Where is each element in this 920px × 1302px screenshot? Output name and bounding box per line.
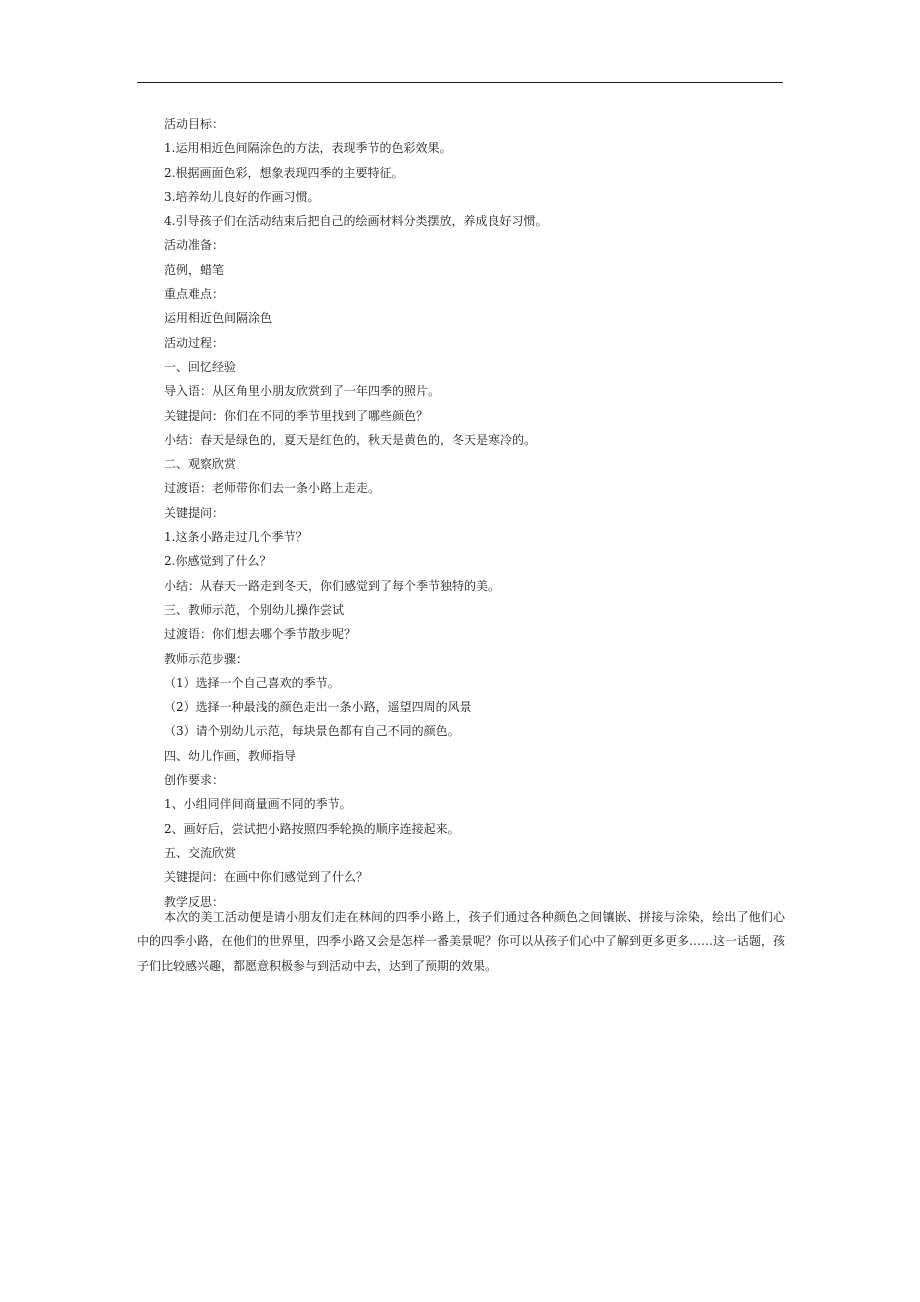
list-item: 1.这条小路走过几个季节？: [164, 530, 308, 545]
text-line: 关键提问：: [164, 505, 225, 520]
text-line: 过渡语：老师带你们去一条小路上走走。: [164, 481, 381, 496]
heading-activity-process: 活动过程：: [164, 335, 225, 350]
header-rule: [137, 82, 783, 83]
heading-activity-preparation: 活动准备：: [164, 238, 225, 253]
section-heading: 三、教师示范，个别幼儿操作尝试: [164, 602, 345, 617]
text-line: 关键提问：在画中你们感觉到了什么？: [164, 870, 369, 885]
section-heading: 五、交流欣赏: [164, 845, 237, 860]
goal-item: 3.培养幼儿良好的作画习惯。: [164, 189, 320, 204]
text-line: 关键提问：你们在不同的季节里找到了哪些颜色？: [164, 408, 429, 423]
reflection-paragraph: 本次的美工活动便是请小朋友们走在林间的四季小路上，孩子们通过各种颜色之间镶嵌、拼接与涂染，绘出了他们心中的四季小路，在他们的世界里，四季小路又会是怎样一番美景呢？你可以从孩子们心中了解到更多更多……这一话题，孩子们比较感兴趣，都愿意积极参与到活动中去，达到了预期的效果。: [137, 910, 786, 973]
text-line: 小结：从春天一路走到冬天，你们感觉到了每个季节独特的美。: [164, 578, 501, 593]
goal-item: 4.引导孩子们在活动结束后把自己的绘画材料分类摆放，养成良好习惯。: [164, 214, 548, 229]
goal-item: 2.根据画面色彩，想象表现四季的主要特征。: [164, 165, 404, 180]
section-heading: 二、观察欣赏: [164, 457, 237, 472]
text-line: 过渡语：你们想去哪个季节散步呢？: [164, 627, 357, 642]
heading-activity-goals: 活动目标：: [164, 117, 225, 131]
heading-key-difficulties: 重点难点：: [164, 287, 225, 302]
list-item: （2）选择一种最浅的颜色走出一条小路，遥望四周的风景: [164, 700, 472, 715]
text-line: 小结：春天是绿色的，夏天是红色的，秋天是黄色的，冬天是寒冷的。: [164, 432, 537, 447]
text-line: 导入语：从区角里小朋友欣赏到了一年四季的照片。: [164, 384, 441, 399]
list-item: 1、小组同伴间商量画不同的季节。: [164, 797, 352, 812]
list-item: 2、画好后，尝试把小路按照四季轮换的顺序连接起来。: [164, 821, 460, 836]
text-line: 运用相近色间隔涂色: [164, 311, 273, 326]
text-line: 创作要求：: [164, 773, 225, 788]
list-item: （3）请个别幼儿示范，每块景色都有自己不同的颜色。: [164, 724, 460, 739]
heading-teaching-reflection: 教学反思：: [164, 894, 225, 909]
section-heading: 四、幼儿作画，教师指导: [164, 748, 297, 763]
list-item: （1）选择一个自己喜欢的季节。: [164, 675, 340, 690]
document-body: [164, 112, 784, 914]
section-heading: 一、回忆经验: [164, 359, 237, 374]
text-line: 教师示范步骤：: [164, 651, 249, 666]
list-item: 2.你感觉到了什么？: [164, 554, 272, 569]
goal-item: 1.运用相近色间隔涂色的方法，表现季节的色彩效果。: [164, 141, 452, 156]
text-line: 范例，蜡笔: [164, 262, 225, 277]
